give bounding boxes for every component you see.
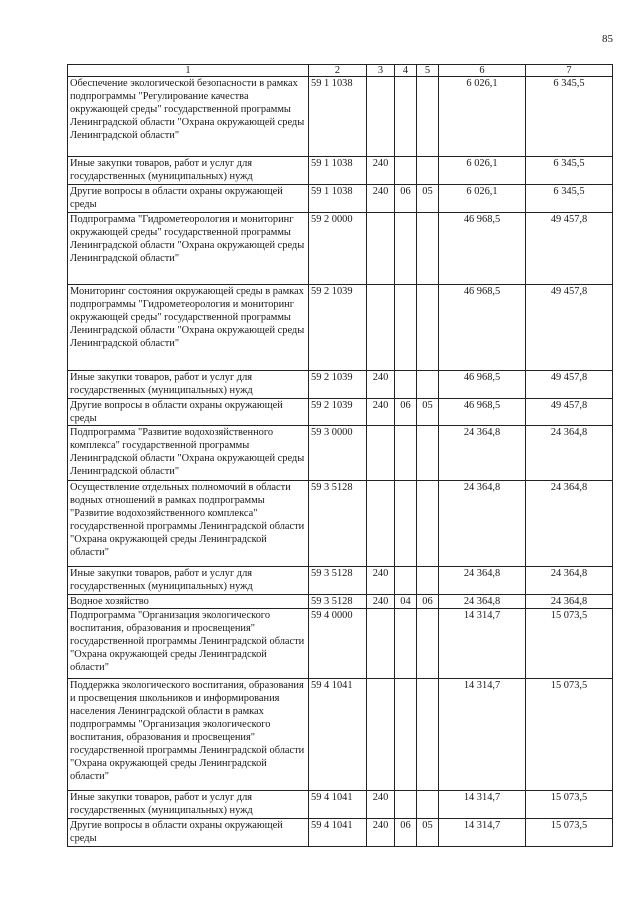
row-name: Другие вопросы в области охраны окружающей среды	[68, 819, 309, 847]
amount-col7: 49 457,8	[526, 371, 613, 399]
section-code	[395, 609, 417, 679]
target-code: 59 2 0000	[309, 213, 367, 285]
column-header: 6	[439, 65, 526, 77]
amount-col6: 46 968,5	[439, 371, 526, 399]
expense-type: 240	[367, 819, 395, 847]
expense-type	[367, 77, 395, 157]
amount-col7: 24 364,8	[526, 481, 613, 567]
expense-type	[367, 426, 395, 481]
amount-col7: 24 364,8	[526, 426, 613, 481]
section-code	[395, 426, 417, 481]
amount-col6: 6 026,1	[439, 77, 526, 157]
table-row	[68, 791, 613, 819]
target-code: 59 1 1038	[309, 157, 367, 185]
amount-col6: 6 026,1	[439, 185, 526, 213]
target-code: 59 1 1038	[309, 77, 367, 157]
row-name: Обеспечение экологической безопасности в рамках подпрограммы "Регулирование качества окружающей среды" государственной программы Ленинградской области "Охрана окружающей среды Ленинградской области"	[68, 77, 309, 157]
amount-col6: 6 026,1	[439, 157, 526, 185]
table-row	[68, 399, 613, 426]
amount-col7: 6 345,5	[526, 185, 613, 213]
target-code: 59 4 1041	[309, 819, 367, 847]
amount-col6: 14 314,7	[439, 819, 526, 847]
amount-col6: 46 968,5	[439, 399, 526, 426]
target-code: 59 4 1041	[309, 791, 367, 819]
column-header: 5	[417, 65, 439, 77]
section-code	[395, 285, 417, 371]
column-header: 7	[526, 65, 613, 77]
table-row	[68, 595, 613, 609]
amount-col6: 14 314,7	[439, 679, 526, 791]
table-row	[68, 819, 613, 847]
expense-type	[367, 481, 395, 567]
section-code	[395, 371, 417, 399]
expense-type: 240	[367, 185, 395, 213]
amount-col6: 14 314,7	[439, 609, 526, 679]
subsection-code	[417, 213, 439, 285]
target-code: 59 2 1039	[309, 399, 367, 426]
row-name: Иные закупки товаров, работ и услуг для государственных (муниципальных) нужд	[68, 157, 309, 185]
row-name: Мониторинг состояния окружающей среды в рамках подпрограммы "Гидрометеорология и мониторинг окружающей среды" государственной программы Ленинградской области "Охрана окружающей среды Ленинградской области"	[68, 285, 309, 371]
table-row	[68, 185, 613, 213]
target-code: 59 3 5128	[309, 595, 367, 609]
row-name: Водное хозяйство	[68, 595, 309, 609]
subsection-code: 05	[417, 819, 439, 847]
target-code: 59 4 1041	[309, 679, 367, 791]
row-name: Поддержка экологического воспитания, образования и просвещения школьников и информирования населения Ленинградской области в рамках подпрограммы "Организация экологического воспитания, образования и просвещения" государственной программы Ленинградской области "Охрана окружающей среды Ленинградской области"	[68, 679, 309, 791]
section-code: 04	[395, 595, 417, 609]
table-header-row	[68, 65, 613, 77]
subsection-code	[417, 371, 439, 399]
table-row	[68, 157, 613, 185]
row-name: Другие вопросы в области охраны окружающей среды	[68, 399, 309, 426]
table-row	[68, 426, 613, 481]
subsection-code: 05	[417, 399, 439, 426]
column-header: 3	[367, 65, 395, 77]
table-row	[68, 77, 613, 157]
amount-col7: 15 073,5	[526, 819, 613, 847]
amount-col6: 24 364,8	[439, 426, 526, 481]
target-code: 59 2 1039	[309, 285, 367, 371]
row-name: Подпрограмма "Гидрометеорология и мониторинг окружающей среды" государственной программы Ленинградской области "Охрана окружающей среды Ленинградской области"	[68, 213, 309, 285]
target-code: 59 3 0000	[309, 426, 367, 481]
amount-col6: 24 364,8	[439, 595, 526, 609]
section-code: 06	[395, 399, 417, 426]
row-name: Подпрограмма "Организация экологического воспитания, образования и просвещения" государственной программы Ленинградской области "Охрана окружающей среды Ленинградской области"	[68, 609, 309, 679]
amount-col6: 24 364,8	[439, 481, 526, 567]
amount-col7: 6 345,5	[526, 157, 613, 185]
table-row	[68, 213, 613, 285]
subsection-code	[417, 567, 439, 595]
subsection-code	[417, 481, 439, 567]
row-name: Иные закупки товаров, работ и услуг для государственных (муниципальных) нужд	[68, 567, 309, 595]
section-code	[395, 481, 417, 567]
section-code	[395, 791, 417, 819]
table-row	[68, 609, 613, 679]
column-header: 4	[395, 65, 417, 77]
amount-col7: 15 073,5	[526, 791, 613, 819]
section-code	[395, 567, 417, 595]
subsection-code: 05	[417, 185, 439, 213]
target-code: 59 2 1039	[309, 371, 367, 399]
target-code: 59 3 5128	[309, 481, 367, 567]
amount-col6: 46 968,5	[439, 213, 526, 285]
section-code	[395, 679, 417, 791]
row-name: Осуществление отдельных полномочий в области водных отношений в рамках подпрограммы "Развитие водохозяйственного комплекса" государственной программы Ленинградской области "Охрана окружающей среды Ленинградской области"	[68, 481, 309, 567]
expense-type: 240	[367, 567, 395, 595]
target-code: 59 1 1038	[309, 185, 367, 213]
section-code	[395, 77, 417, 157]
section-code: 06	[395, 185, 417, 213]
expense-type: 240	[367, 371, 395, 399]
row-name: Другие вопросы в области охраны окружающей среды	[68, 185, 309, 213]
expense-type: 240	[367, 791, 395, 819]
amount-col7: 15 073,5	[526, 679, 613, 791]
row-name: Иные закупки товаров, работ и услуг для государственных (муниципальных) нужд	[68, 791, 309, 819]
amount-col7: 15 073,5	[526, 609, 613, 679]
subsection-code	[417, 426, 439, 481]
expense-type	[367, 285, 395, 371]
expense-type	[367, 679, 395, 791]
row-name: Иные закупки товаров, работ и услуг для государственных (муниципальных) нужд	[68, 371, 309, 399]
expense-type: 240	[367, 399, 395, 426]
subsection-code	[417, 157, 439, 185]
column-header: 2	[309, 65, 367, 77]
table-row	[68, 371, 613, 399]
table-row	[68, 567, 613, 595]
expense-type: 240	[367, 595, 395, 609]
subsection-code: 06	[417, 595, 439, 609]
amount-col6: 14 314,7	[439, 791, 526, 819]
amount-col7: 6 345,5	[526, 77, 613, 157]
section-code: 06	[395, 819, 417, 847]
table-row	[68, 481, 613, 567]
subsection-code	[417, 679, 439, 791]
amount-col7: 49 457,8	[526, 213, 613, 285]
amount-col6: 46 968,5	[439, 285, 526, 371]
page-number: 85	[602, 33, 613, 45]
row-name: Подпрограмма "Развитие водохозяйственного комплекса" государственной программы Ленинградской области "Охрана окружающей среды Ленинградской области"	[68, 426, 309, 481]
amount-col6: 24 364,8	[439, 567, 526, 595]
amount-col7: 49 457,8	[526, 399, 613, 426]
subsection-code	[417, 285, 439, 371]
expense-type	[367, 213, 395, 285]
subsection-code	[417, 77, 439, 157]
section-code	[395, 213, 417, 285]
amount-col7: 24 364,8	[526, 567, 613, 595]
table-row	[68, 285, 613, 371]
amount-col7: 24 364,8	[526, 595, 613, 609]
table-row	[68, 679, 613, 791]
amount-col7: 49 457,8	[526, 285, 613, 371]
budget-table	[67, 64, 613, 847]
column-header: 1	[68, 65, 309, 77]
subsection-code	[417, 609, 439, 679]
expense-type	[367, 609, 395, 679]
expense-type: 240	[367, 157, 395, 185]
target-code: 59 4 0000	[309, 609, 367, 679]
section-code	[395, 157, 417, 185]
subsection-code	[417, 791, 439, 819]
target-code: 59 3 5128	[309, 567, 367, 595]
